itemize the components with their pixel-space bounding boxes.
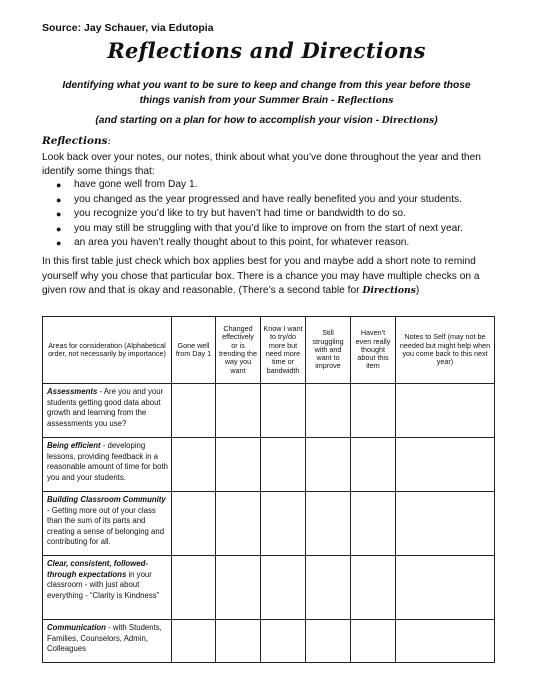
bullet-text: an area you haven’t really thought about to this point, for whatever reason.: [74, 237, 410, 249]
check-cell-want-to-try[interactable]: [261, 492, 306, 556]
bullet-item: [54, 178, 494, 193]
notes-cell[interactable]: [396, 492, 495, 556]
row-title: Assessments: [47, 387, 98, 396]
check-cell-not-thought[interactable]: [351, 620, 396, 663]
header-not-thought: Haven’t even really thought about this item: [351, 317, 396, 384]
bullet-text: you changed as the year progressed and have really benefited you and your students.: [74, 193, 462, 205]
instructions-paragraph: [42, 255, 497, 299]
bullet-dot: ●: [56, 194, 62, 205]
bullet-text: you recognize you’d like to try but haven’t had time or bandwidth to do so.: [74, 208, 406, 220]
notes-cell[interactable]: [396, 556, 495, 620]
row-label: [43, 438, 172, 492]
subtitle: [50, 78, 483, 109]
check-cell-not-thought[interactable]: [351, 384, 396, 438]
subtitle2-end: ): [434, 115, 438, 126]
row-title: Clear, consistent, followed-through expectations: [47, 559, 148, 579]
bullet-dot: ●: [56, 209, 62, 220]
check-cell-want-to-try[interactable]: [261, 384, 306, 438]
instructions-end: ): [415, 285, 420, 297]
row-desc: - Are you and your students getting good data about growth and learning from the assessments you use?: [47, 387, 164, 428]
bullet-item: [54, 207, 494, 222]
check-cell-gone-well[interactable]: [172, 384, 216, 438]
check-cell-struggling[interactable]: [306, 438, 351, 492]
check-cell-not-thought[interactable]: [351, 492, 396, 556]
page-title: Reflections and Directions: [107, 38, 426, 63]
row-desc: - Getting more out of your class than the sum of its parts and creating a sense of belonging and contributing for all.: [47, 505, 165, 547]
check-cell-want-to-try[interactable]: [261, 556, 306, 620]
table-row: [43, 620, 495, 663]
bullet-item: [54, 193, 494, 208]
table-row: [43, 492, 495, 556]
reflections-heading-colon: :: [107, 135, 112, 147]
row-label: [43, 620, 172, 663]
notes-cell[interactable]: [396, 438, 495, 492]
check-cell-struggling[interactable]: [306, 492, 351, 556]
notes-cell[interactable]: [396, 384, 495, 438]
check-cell-changed[interactable]: [216, 384, 261, 438]
row-title: Building Classroom Community: [47, 495, 166, 504]
check-cell-struggling[interactable]: [306, 384, 351, 438]
reflection-bullet-list: [54, 178, 494, 251]
check-cell-want-to-try[interactable]: [261, 620, 306, 663]
table-row: [43, 556, 495, 620]
reflections-heading-text: Reflections: [42, 135, 108, 147]
subtitle-reflections: Reflections: [337, 96, 394, 106]
bullet-item: [54, 222, 494, 237]
row-desc: in your classroom - with just about everything - “Clarity is Kindness”: [47, 569, 160, 600]
header-gone-well: Gone well from Day 1: [172, 317, 216, 384]
table-row: [43, 438, 495, 492]
subtitle-text: Identifying what you want to be sure to keep and change from this year before those things vanish from your Summer Brain -: [62, 80, 471, 106]
subtitle2-text: (and starting on a plan for how to accomplish your vision -: [95, 115, 382, 126]
intro-text: Look back over your notes, our notes, think about what you’ve done throughout the year and then identify some things that:: [42, 152, 481, 177]
bullet-item: [54, 236, 494, 251]
header-changed: Changed effectively or is trending the way you want: [216, 317, 261, 384]
reflections-table: [42, 316, 495, 663]
row-desc: - developing lessons, providing feedback in a reasonable amount of time for both you and your students.: [47, 441, 168, 482]
notes-cell[interactable]: [396, 620, 495, 663]
header-want-to-try: Know I want to try/do more but need more time or bandwidth: [261, 317, 306, 384]
source-line: Source: Jay Schauer, via Edutopia: [42, 22, 214, 34]
check-cell-not-thought[interactable]: [351, 438, 396, 492]
check-cell-gone-well[interactable]: [172, 438, 216, 492]
subtitle-directions: Directions: [381, 116, 435, 126]
check-cell-changed[interactable]: [216, 556, 261, 620]
check-cell-changed[interactable]: [216, 438, 261, 492]
bullet-text: you may still be struggling with that you’d like to improve on from the start of next year.: [74, 222, 464, 234]
bullet-dot: ●: [56, 238, 62, 249]
check-cell-changed[interactable]: [216, 620, 261, 663]
reflections-heading: [42, 135, 111, 147]
check-cell-gone-well[interactable]: [172, 492, 216, 556]
check-cell-gone-well[interactable]: [172, 556, 216, 620]
row-title: Communication: [47, 623, 106, 632]
check-cell-changed[interactable]: [216, 492, 261, 556]
header-notes: Notes to Self (may not be needed but might help when you come back to this next year): [396, 317, 495, 384]
instructions-text: In this first table just check which box applies best for you and maybe add a short note to remind yourself why you chose that particular box. There is a chance you may have multiple checks on a given row and that is okay and reasonable. (There’s a second table for: [42, 256, 480, 297]
row-title: Being efficient: [47, 441, 101, 450]
row-label: [43, 384, 172, 438]
check-cell-not-thought[interactable]: [351, 556, 396, 620]
bullet-text: have gone well from Day 1.: [74, 179, 198, 190]
check-cell-struggling[interactable]: [306, 620, 351, 663]
check-cell-want-to-try[interactable]: [261, 438, 306, 492]
header-struggling: Still struggling with and want to improve: [306, 317, 351, 384]
table-header-row: [43, 317, 495, 384]
row-label: [43, 492, 172, 556]
table-row: [43, 384, 495, 438]
bullet-dot: ●: [56, 180, 62, 190]
instructions-directions: Directions: [362, 285, 416, 297]
subtitle-directions-line: [0, 115, 533, 126]
check-cell-struggling[interactable]: [306, 556, 351, 620]
bullet-dot: ●: [56, 223, 62, 234]
header-areas: Areas for consideration (Alphabetical order, not necessarily by importance): [43, 317, 172, 384]
row-label: [43, 556, 172, 620]
check-cell-gone-well[interactable]: [172, 620, 216, 663]
row-desc: - with Students, Families, Counselors, Admin, Colleagues: [47, 623, 162, 654]
